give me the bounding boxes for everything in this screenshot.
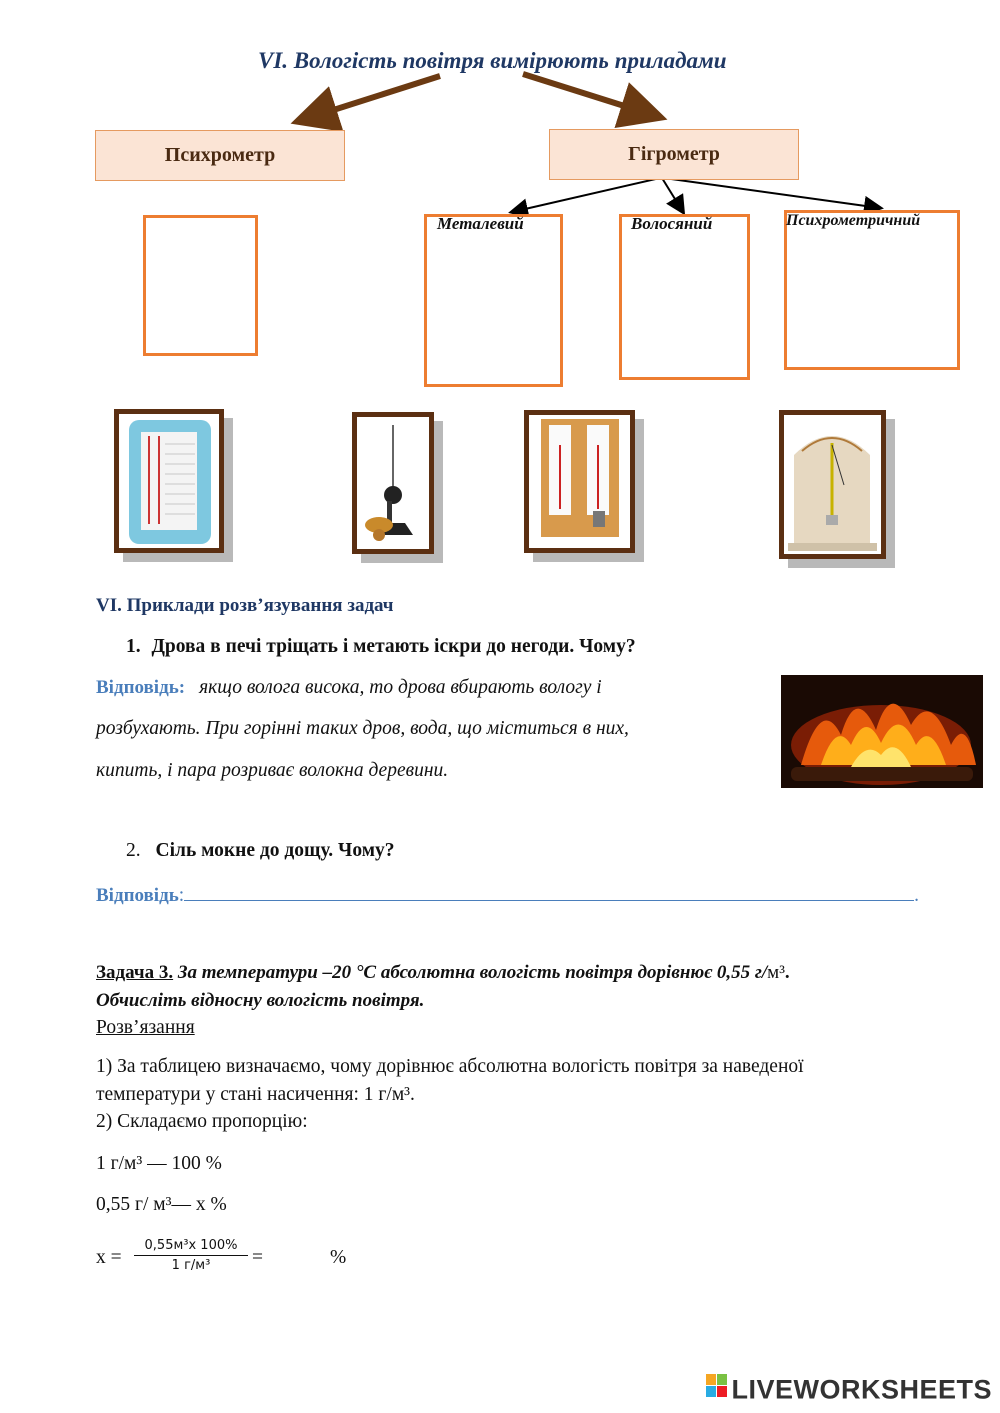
formula-fraction — [134, 1238, 248, 1273]
label-metal: Металевий — [437, 214, 524, 233]
question-2-number: 2. — [126, 840, 141, 861]
arrow-to-psychrometric — [664, 178, 880, 208]
logo-text: LIVEWORKSHEETS — [731, 1374, 992, 1404]
answer-2-colon: : — [178, 885, 185, 906]
proportion-1: 1 г/м³ — 100 % — [96, 1153, 222, 1174]
metal-hygrometer-photo[interactable] — [352, 412, 434, 554]
drop-box-metal-hygrometer[interactable] — [424, 214, 563, 387]
psychrometer-table-photo[interactable] — [114, 409, 224, 553]
solution-label: Розв’язання — [96, 1017, 195, 1038]
drop-box-psychrometer[interactable] — [143, 215, 258, 356]
answer-1-line1 — [96, 677, 602, 699]
arrow-to-hair — [662, 178, 683, 212]
step-1-line1: 1) За таблицею визначаємо, чому дорівнює абсолютна вологість повітря за наведеної — [96, 1056, 804, 1077]
arrow-to-hygrometer — [523, 74, 656, 116]
step-2: 2) Складаємо пропорцію: — [96, 1111, 308, 1132]
liveworksheets-logo — [706, 1373, 992, 1405]
task-3-unit: м³ — [767, 962, 785, 983]
formula-x: х = — [96, 1247, 122, 1268]
formula-numerator: 0,55м³х 100% — [134, 1238, 248, 1256]
question-2-text: Сіль мокне до дощу. Чому? — [155, 840, 395, 861]
logo-icon — [706, 1374, 728, 1405]
question-1-number: 1. — [126, 636, 141, 657]
task-3-text: За температури –20 °С абсолютна вологість повітря дорівнює 0,55 г/ — [177, 962, 768, 983]
answer-2-label: Відповідь — [96, 885, 179, 906]
hygrometer-box: Гігрометр — [549, 129, 799, 180]
page-title: VI. Вологість повітря вимірюють приладами — [258, 48, 727, 73]
label-psychrometric: Психрометричний — [786, 212, 921, 229]
task-3-line1 — [96, 962, 790, 984]
drop-box-hair-hygrometer[interactable] — [619, 214, 750, 380]
answer-1-text-2: розбухають. При горінні таких дров, вода, що міститься в них, — [96, 718, 629, 739]
drop-box-psychrometric-hygrometer[interactable] — [784, 210, 960, 370]
proportion-2: 0,55 г/ м³— х % — [96, 1194, 227, 1215]
task-3-label: Задача 3. — [96, 962, 174, 983]
task-3-line2: Обчисліть відносну вологість повітря. — [96, 990, 425, 1011]
psychrometer-thermometers-photo[interactable] — [524, 410, 635, 553]
formula-denominator: 1 г/м³ — [171, 1258, 211, 1273]
hair-hygrometer-photo[interactable] — [779, 410, 886, 559]
formula-percent: % — [330, 1247, 347, 1268]
answer-1-label: Відповідь: — [96, 677, 186, 698]
diagram-arrows — [0, 0, 1000, 230]
formula-equals: = — [252, 1247, 263, 1268]
psychrometer-box: Психрометр — [95, 130, 345, 181]
answer-2-line — [96, 878, 919, 907]
formula-answer-input[interactable] — [272, 1246, 322, 1270]
task-3-dot: . — [784, 962, 790, 983]
arrow-to-metal — [512, 178, 660, 212]
step-1-line2: температури у стані насичення: 1 г/м³. — [96, 1084, 415, 1105]
question-1-text: Дрова в печі тріщать і метають іскри до негоди. Чому? — [151, 636, 636, 657]
section-title: VI. Приклади розв’язування задач — [96, 595, 394, 616]
answer-2-input[interactable] — [184, 878, 914, 901]
label-hair: Волосяний — [631, 214, 713, 233]
answer-1-text-1: якщо волога висока, то дрова вбирають вологу і — [199, 677, 602, 698]
fireplace-photo — [781, 675, 983, 788]
answer-1-text-3: кипить, і пара розриває волокна деревини. — [96, 760, 449, 781]
arrow-to-psychrometer — [302, 76, 440, 120]
answer-2-end: . — [914, 885, 920, 906]
question-2 — [126, 840, 395, 862]
question-1 — [126, 636, 636, 658]
